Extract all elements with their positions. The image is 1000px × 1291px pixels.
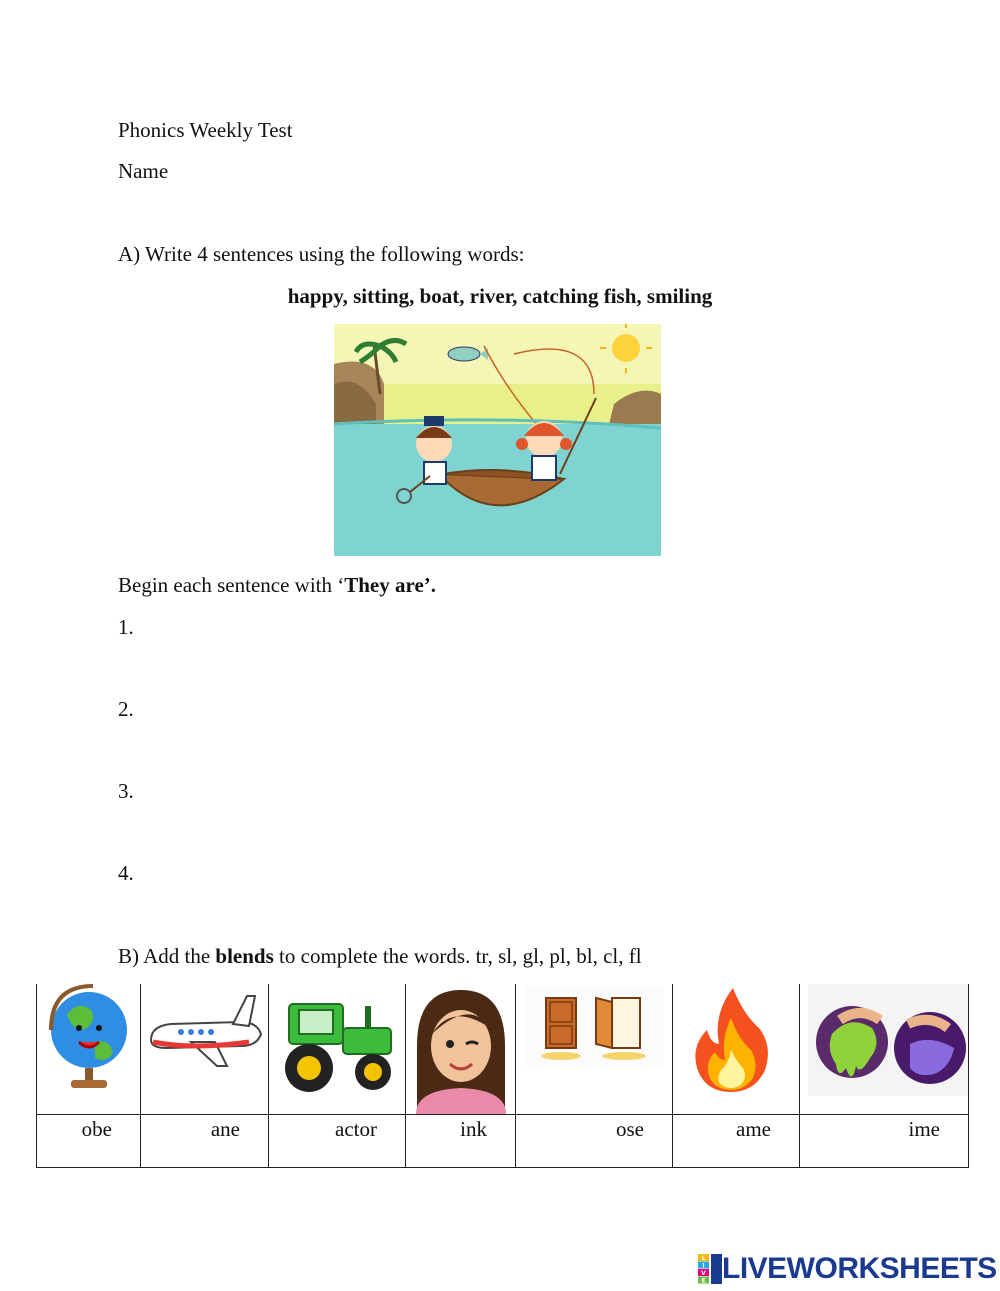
word-ending: ame — [736, 1117, 771, 1141]
sentence-number-3: 3. — [118, 779, 134, 803]
logo-text: LIVEWORKSHEETS — [722, 1252, 997, 1285]
word-ending-cell[interactable] — [141, 1115, 269, 1168]
word-ending-cell[interactable] — [37, 1115, 141, 1168]
liveworksheets-logo — [698, 1254, 997, 1284]
page-title: Phonics Weekly Test — [118, 118, 293, 142]
word-ending: actor — [335, 1117, 377, 1141]
logo-blocks-icon — [698, 1254, 722, 1284]
sentence-number-4: 4. — [118, 861, 134, 885]
section-b-suffix: to complete the words. tr, sl, gl, pl, bl, cl, fl — [273, 944, 642, 968]
picture-cell — [269, 984, 406, 1115]
word-ending: obe — [81, 1117, 112, 1141]
section-a-instruction: A) Write 4 sentences using the following words: — [118, 242, 525, 266]
globe-icon — [37, 984, 141, 1114]
logo-block-letter: I — [702, 1262, 705, 1270]
word-list: happy, sitting, boat, river, catching fish, smiling — [287, 284, 713, 308]
word-ending-cell[interactable] — [406, 1115, 516, 1168]
picture-cell — [516, 984, 673, 1115]
picture-cell — [800, 984, 969, 1115]
picture-cell — [406, 984, 516, 1115]
tractor-icon — [269, 984, 406, 1114]
word-ending: ane — [210, 1117, 240, 1141]
word-endings-row — [37, 1115, 969, 1168]
logo-block-letter: L — [701, 1254, 706, 1262]
blends-table — [36, 984, 969, 1168]
logo-block-letter: V — [701, 1269, 706, 1277]
word-ending-cell[interactable] — [800, 1115, 969, 1168]
picture-cell — [673, 984, 800, 1115]
flame-icon — [673, 984, 800, 1114]
section-b-prefix: B) Add the — [118, 944, 216, 968]
name-label: Name — [118, 159, 169, 183]
airplane-icon — [141, 984, 269, 1114]
winking-girl-icon — [406, 984, 516, 1114]
children-fishing-illustration — [334, 324, 661, 556]
section-b-instruction — [118, 944, 642, 968]
doors-icon — [516, 984, 673, 1114]
word-ending: ose — [616, 1117, 644, 1141]
sentence-number-1: 1. — [118, 615, 134, 639]
word-ending-cell[interactable] — [269, 1115, 406, 1168]
word-ending-cell[interactable] — [516, 1115, 673, 1168]
picture-cell — [37, 984, 141, 1115]
word-ending-cell[interactable] — [673, 1115, 800, 1168]
section-b-bold: blends — [215, 944, 274, 968]
word-ending: ime — [908, 1117, 940, 1141]
logo-block-letter: E — [701, 1277, 706, 1284]
begin-instruction — [118, 573, 436, 597]
sentence-number-2: 2. — [118, 697, 134, 721]
begin-bold: They are’. — [344, 573, 437, 597]
word-ending: ink — [460, 1117, 487, 1141]
picture-row — [37, 984, 969, 1115]
slime-icon — [800, 984, 969, 1114]
picture-cell — [141, 984, 269, 1115]
begin-prefix: Begin each sentence with ‘ — [118, 573, 345, 597]
